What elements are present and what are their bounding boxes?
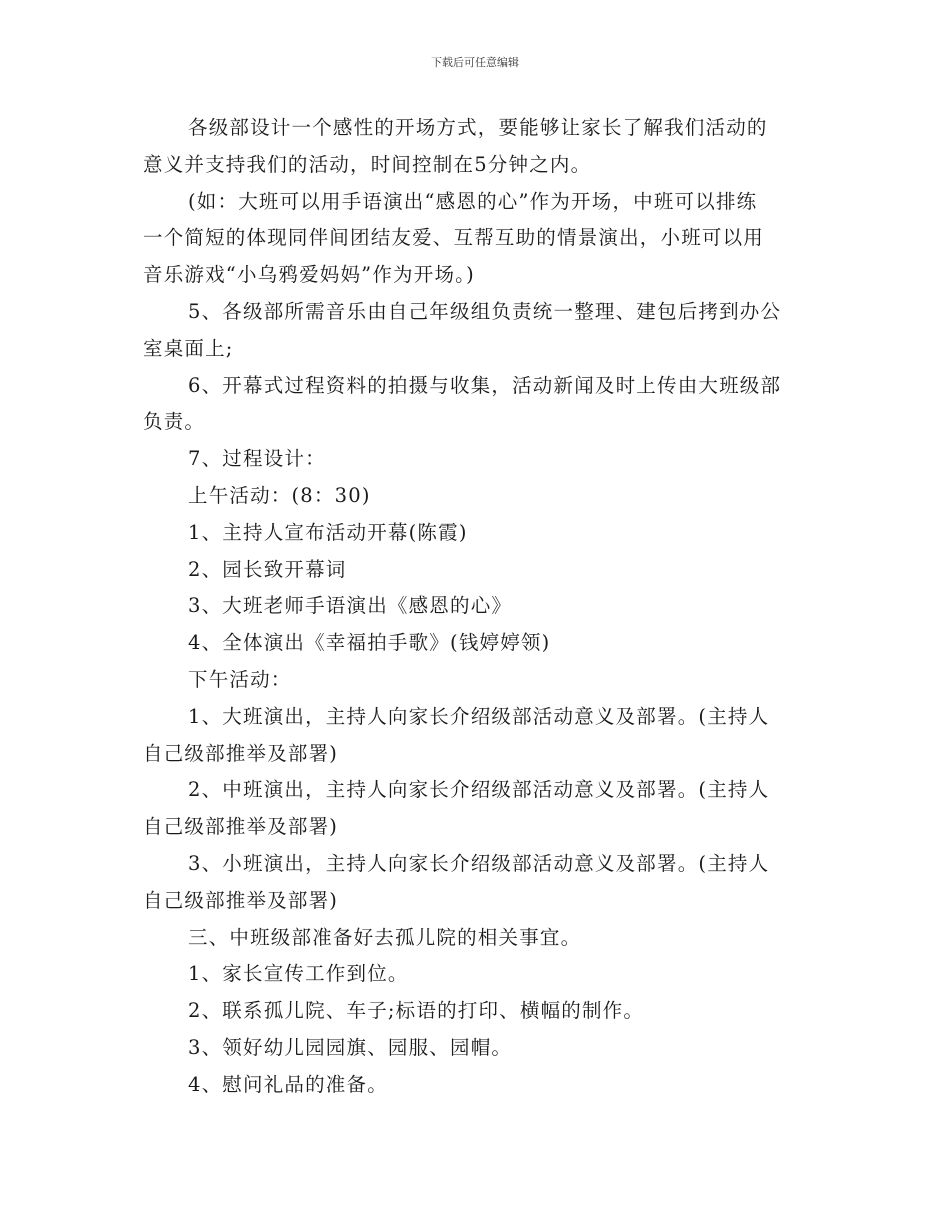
text-line: 7、过程设计： xyxy=(188,447,326,471)
text-line: 6、开幕式过程资料的拍摄与收集，活动新闻及时上传由大班级部 xyxy=(188,373,782,397)
text-line: 上午活动：(8：30) xyxy=(188,483,371,507)
text-line: (如：大班可以用手语演出“感恩的心”作为开场，中班可以排练 xyxy=(188,189,758,213)
text-line: 一个简短的体现同伴间团结友爱、互帮互助的情景演出，小班可以用 xyxy=(143,226,765,250)
text-line: 1、大班演出，主持人向家长介绍级部活动意义及部署。(主持人 xyxy=(188,704,770,728)
text-line: 2、中班演出，主持人向家长介绍级部活动意义及部署。(主持人 xyxy=(188,778,770,802)
text-line: 4、全体演出《幸福拍手歌》(钱婷婷领) xyxy=(188,631,551,655)
text-line: 1、家长宣传工作到位。 xyxy=(188,962,409,986)
document-body xyxy=(143,110,809,1104)
text-line: 1、主持人宣布活动开幕(陈霞) xyxy=(188,520,468,544)
text-line: 2、园长致开幕词 xyxy=(188,557,347,581)
text-line: 2、联系孤儿院、车子;标语的打印、横幅的制作。 xyxy=(188,999,645,1023)
page-header: 下载后可任意编辑 xyxy=(431,56,519,69)
text-line: 自己级部推举及部署) xyxy=(143,741,339,765)
text-line: 三、中班级部准备好去孤儿院的相关事宜。 xyxy=(188,925,582,949)
text-line: 各级部设计一个感性的开场方式，要能够让家长了解我们活动的 xyxy=(188,116,768,139)
text-line: 音乐游戏“小乌鸦爱妈妈”作为开场。) xyxy=(143,263,475,287)
text-line: 3、大班老师手语演出《感恩的心》 xyxy=(188,594,513,618)
text-line: 3、小班演出，主持人向家长介绍级部活动意义及部署。(主持人 xyxy=(188,851,770,875)
text-line: 自己级部推举及部署) xyxy=(143,815,339,839)
text-line: 自己级部推举及部署) xyxy=(143,888,339,912)
text-line: 3、领好幼儿园园旗、园服、园帽。 xyxy=(188,1035,513,1059)
text-line: 4、慰问礼品的准备。 xyxy=(188,1072,388,1096)
text-line: 室桌面上; xyxy=(143,336,234,360)
text-line: 负责。 xyxy=(143,410,206,434)
text-line: 意义并支持我们的活动，时间控制在5分钟之内。 xyxy=(143,152,592,176)
text-line: 5、各级部所需音乐由自己年级组负责统一整理、建包后拷到办公 xyxy=(188,299,782,323)
text-line: 下午活动： xyxy=(188,667,292,691)
